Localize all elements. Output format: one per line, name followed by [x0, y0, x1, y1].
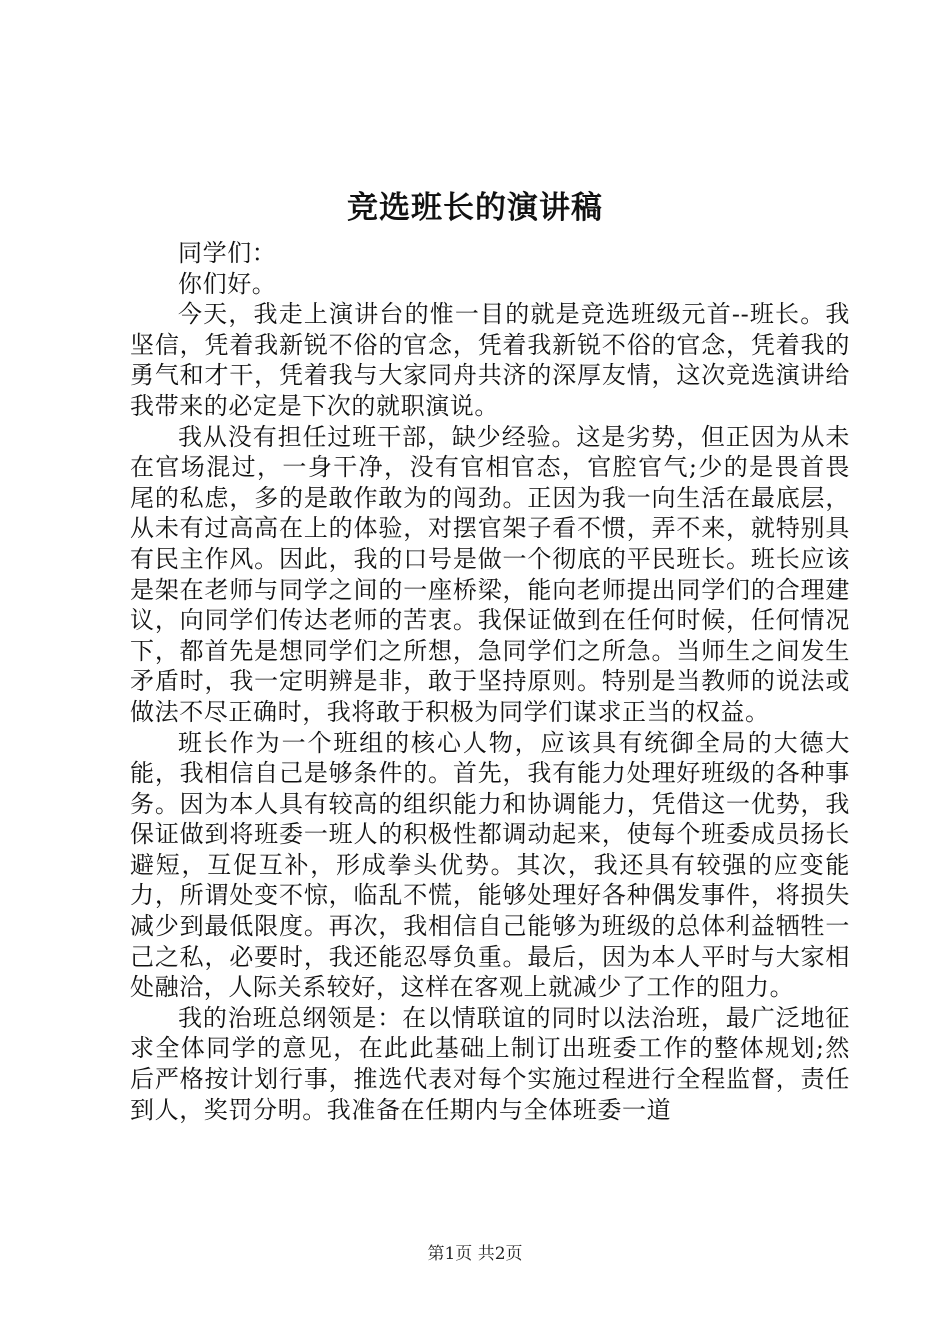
paragraph: 班长作为一个班组的核心人物，应该具有统御全局的大德大能，我相信自己是够条件的。首先，我有能力处理好班级的各种事务。因为本人具有较高的组织能力和协调能力，凭借这一优势，我保证做到将班委一班人的积极性都调动起来，使每个班委成员扬长避短，互促互补，形成拳头优势。其次，我还具有较强的应变能力，所谓处变不惊，临乱不慌，能够处理好各种偶发事件，将损失减少到最低限度。再次，我相信自己能够为班级的总体利益牺牲一己之私，必要时，我还能忍辱负重。最后，因为本人平时与大家相处融洽，人际关系较好，这样在客观上就减少了工作的阻力。 — [130, 728, 850, 1002]
document-body — [130, 238, 850, 1125]
document-title: 竞选班长的演讲稿 — [347, 190, 603, 226]
paragraph: 我的治班总纲领是：在以情联谊的同时以法治班，最广泛地征求全体同学的意见，在此此基础上制订出班委工作的整体规划;然后严格按计划行事，推选代表对每个实施过程进行全程监督，责任到人，奖罚分明。我准备在任期内与全体班委一道 — [130, 1003, 850, 1124]
greeting: 你们好。 — [178, 269, 277, 298]
page-footer: 第1页 共2页 — [427, 1244, 523, 1264]
paragraph: 我从没有担任过班干部，缺少经验。这是劣势，但正因为从未在官场混过，一身干净，没有官相官态，官腔官气;少的是畏首畏尾的私虑，多的是敢作敢为的闯劲。正因为我一向生活在最底层，从未有过高高在上的体验，对摆官架子看不惯，弄不来，就特别具有民主作风。因此，我的口号是做一个彻底的平民班长。班长应该是架在老师与同学之间的一座桥梁，能向老师提出同学们的合理建议，向同学们传达老师的苦衷。我保证做到在任何时候，任何情况下，都首先是想同学们之所想，急同学们之所急。当师生之间发生矛盾时，我一定明辨是非，敢于坚持原则。特别是当教师的说法或做法不尽正确时，我将敢于积极为同学们谋求正当的权益。 — [130, 422, 850, 726]
salutation: 同学们： — [178, 239, 277, 267]
paragraph: 今天，我走上演讲台的惟一目的就是竞选班级元首--班长。我坚信，凭着我新锐不俗的官念，凭着我新锐不俗的官念，凭着我的勇气和才干，凭着我与大家同舟共济的深厚友情，这次竞选演讲给我带来的必定是下次的就职演说。 — [130, 300, 850, 420]
